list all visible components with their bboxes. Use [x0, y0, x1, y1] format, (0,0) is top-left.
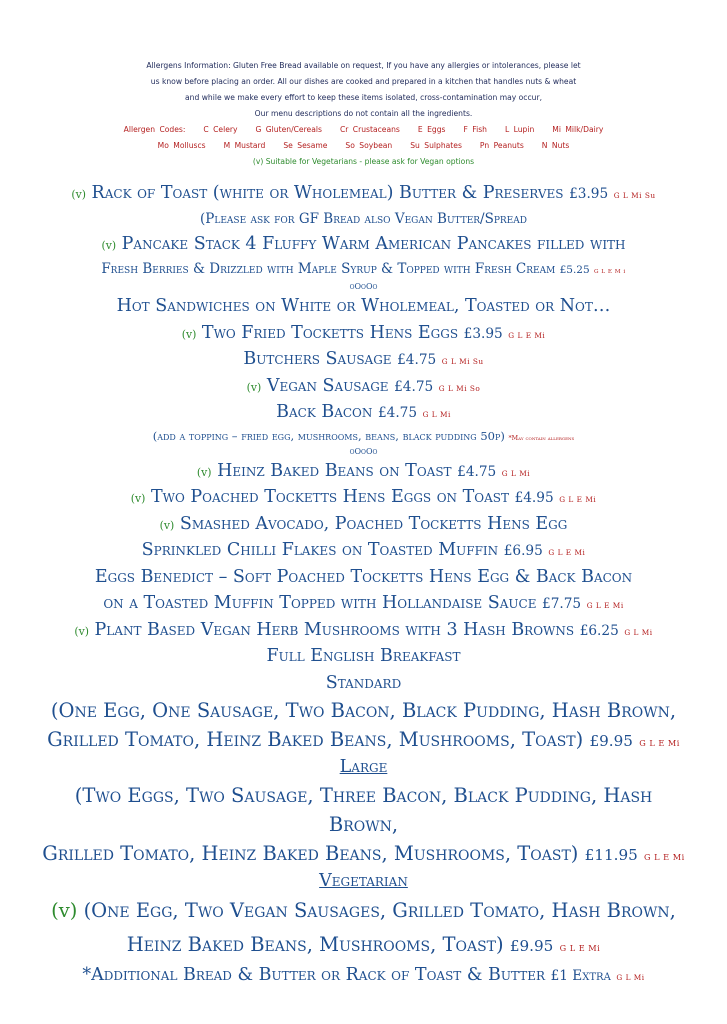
item-text: Smashed Avocado, Poached Tocketts Hens Egg: [179, 513, 568, 534]
allergen-information: [0, 58, 727, 170]
item-price: £4.75: [394, 378, 434, 395]
item-price: £4.75: [457, 463, 497, 480]
item-text: (One Egg, Two Vegan Sausages, Grilled Tomato, Hash Brown,: [83, 899, 676, 922]
vegetarian-label: Vegetarian: [319, 870, 408, 891]
item-text: Two Fried Tocketts Hens Eggs: [201, 322, 459, 343]
allergen-codes: G L Mi So: [438, 383, 481, 393]
topping-note: [0, 426, 727, 446]
vegetarian-marker: (v): [181, 327, 197, 341]
item-price: £1 Extra: [550, 968, 611, 984]
allergen-code: Pn Peanuts: [479, 141, 524, 150]
item-text: Sprinkled Chilli Flakes on Toasted Muffin: [141, 540, 499, 560]
allergen-line: Our menu descriptions do not contain all the ingredients.: [254, 109, 473, 118]
allergen-code: Se Sesame: [283, 141, 328, 150]
vegetarian-note: (v) Suitable for Vegetarians - please ask for Vegan options: [252, 157, 475, 166]
allergen-code: Allergen Codes:: [123, 125, 186, 134]
standard-line: (One Egg, One Sausage, Two Bacon, Black Pudding, Hash Brown,: [50, 699, 677, 722]
item-price: £9.95: [589, 732, 633, 750]
item-price: £4.95: [514, 490, 554, 506]
standard-line: [0, 725, 727, 754]
allergen-code: Su Sulphates: [410, 141, 462, 150]
menu-note: (Please ask for GF Bread also Vegan Butter/Spread: [200, 210, 527, 227]
large-line: (Two Eggs, Two Sausage, Three Bacon, Black Pudding, Hash: [74, 783, 653, 807]
item-text: Rack of Toast (white or Wholemeal) Butter & Preserves: [91, 183, 564, 203]
allergen-codes: G L E Mi: [644, 851, 685, 862]
allergen-line: us know before placing an order. All our dishes are cooked and prepared in a kitchen that handles nuts & wheat: [150, 77, 577, 86]
allergen-code: C Celery: [203, 125, 238, 134]
allergen-codes: G L Mi: [422, 410, 451, 419]
vegetarian-marker: (v): [51, 899, 78, 922]
menu-item-pancake-cont: [0, 257, 727, 281]
menu-item-beans: [0, 458, 727, 485]
menu-item-avocado: [0, 511, 727, 538]
item-price: £4.75: [377, 405, 418, 421]
allergen-codes: G L E Mi: [559, 943, 601, 953]
menu-item-benedict-cont: [0, 590, 727, 617]
item-text: on a Toasted Muffin Topped with Hollandaise Sauce: [103, 593, 537, 613]
item-text: Grilled Tomato, Heinz Baked Beans, Mushrooms, Toast): [42, 841, 579, 865]
allergen-codes: G L Mi Su: [613, 191, 656, 200]
allergen-codes-row: [0, 138, 727, 154]
item-text: Back Bacon: [276, 402, 373, 422]
menu-item-poached: [0, 484, 727, 511]
menu-item-avocado-cont: [0, 537, 727, 564]
allergen-codes: G L E Mi: [639, 738, 680, 748]
large-line: Brown,: [328, 812, 399, 836]
large-line: [0, 839, 727, 868]
item-text: Heinz Baked Beans, Mushrooms, Toast): [126, 933, 504, 956]
allergen-codes: G L E Mi: [508, 330, 546, 340]
menu-item-mushrooms: [0, 617, 727, 644]
allergen-codes: G L Mi Su: [441, 357, 484, 366]
menu-item-vegan-sausage: [0, 373, 727, 400]
allergen-warning: *May contain allergens: [508, 434, 575, 442]
vegetarian-line: [0, 928, 727, 962]
menu-item-pancake: [0, 231, 727, 258]
allergen-codes: G L Mi: [624, 627, 653, 637]
vegetarian-marker: (v): [71, 188, 86, 201]
item-text: (add a topping – fried egg, mushrooms, beans, black pudding 50p): [152, 428, 505, 443]
menu-item-bacon: [0, 399, 727, 426]
item-text: Fresh Berries & Drizzled with Maple Syrup & Topped with Fresh Cream: [101, 261, 556, 277]
allergen-code: Cr Crustaceans: [339, 125, 400, 134]
vegetarian-marker: (v): [130, 492, 146, 505]
allergen-code: Mi Milk/Dairy: [552, 125, 604, 134]
item-text: Heinz Baked Beans on Toast: [217, 460, 452, 481]
allergen-code: N Nuts: [541, 141, 570, 150]
vegetarian-marker: (v): [74, 624, 89, 638]
item-text: Two Poached Tocketts Hens Eggs on Toast: [150, 487, 509, 507]
item-price: £4.75: [397, 352, 437, 368]
section-heading: Full English Breakfast: [266, 646, 461, 666]
item-price: £6.25: [579, 622, 619, 639]
item-price: £5.25: [559, 264, 590, 276]
allergen-code: So Soybean: [345, 141, 393, 150]
allergen-code: G Gluten/Cereals: [255, 125, 322, 134]
allergen-codes: G L Mi: [501, 468, 531, 478]
large-label: Large: [339, 757, 388, 777]
item-text: Vegan Sausage: [266, 375, 389, 396]
menu-item-toast: [0, 180, 727, 207]
allergen-line: Allergens Information: Gluten Free Bread available on request, If you have any allergies or intolerances, please let: [146, 61, 581, 70]
standard-label: Standard: [325, 672, 402, 693]
allergen-codes: G L E M i: [593, 269, 626, 275]
item-price: £6.95: [503, 543, 543, 559]
separator: oOoOo: [349, 282, 378, 291]
item-price: £3.95: [569, 186, 609, 202]
item-price: £9.95: [509, 937, 554, 955]
allergen-codes: G L Mi: [616, 973, 645, 982]
allergen-code: E Eggs: [417, 125, 446, 134]
item-text: Grilled Tomato, Heinz Baked Beans, Mushrooms, Toast): [47, 728, 584, 751]
vegetarian-marker: (v): [159, 518, 175, 532]
item-text: Pancake Stack 4 Fluffy Warm American Pancakes filled with: [121, 233, 626, 254]
vegetarian-marker: (v): [101, 238, 117, 252]
item-text: *Additional Bread & Butter or Rack of Toast & Butter: [82, 965, 546, 985]
allergen-codes: G L E Mi: [586, 601, 624, 610]
menu-items: [0, 180, 727, 989]
item-price: £3.95: [463, 325, 503, 342]
allergen-codes: G L E Mi: [559, 495, 597, 504]
menu-item-sausage: [0, 346, 727, 373]
separator: oOoOo: [349, 446, 378, 456]
item-price: £7.75: [542, 596, 582, 612]
vegetarian-line: [0, 894, 727, 928]
section-heading: Hot Sandwiches on White or Wholemeal, Toasted or Not…: [116, 296, 611, 316]
item-text: Butchers Sausage: [243, 349, 392, 369]
menu-item-eggs: [0, 320, 727, 347]
menu-item-benedict: [0, 564, 727, 591]
item-price: £11.95: [584, 845, 638, 864]
item-text: Plant Based Vegan Herb Mushrooms with 3 Hash Browns: [94, 619, 575, 640]
allergen-code: M Mustard: [223, 141, 266, 150]
allergen-code: F Fish: [463, 125, 487, 134]
allergen-line: and while we make every effort to keep these items isolated, cross-contamination may occur,: [185, 93, 542, 102]
vegetarian-marker: (v): [246, 380, 262, 394]
allergen-codes: G L E Mi: [548, 548, 586, 557]
allergen-code: Mo Molluscs: [157, 141, 206, 150]
item-text: Eggs Benedict – Soft Poached Tocketts Hens Egg & Back Bacon: [94, 566, 633, 587]
extra-note: [0, 962, 727, 989]
allergen-code: L Lupin: [504, 125, 535, 134]
vegetarian-marker: (v): [196, 465, 212, 479]
allergen-codes-row: [0, 122, 727, 138]
